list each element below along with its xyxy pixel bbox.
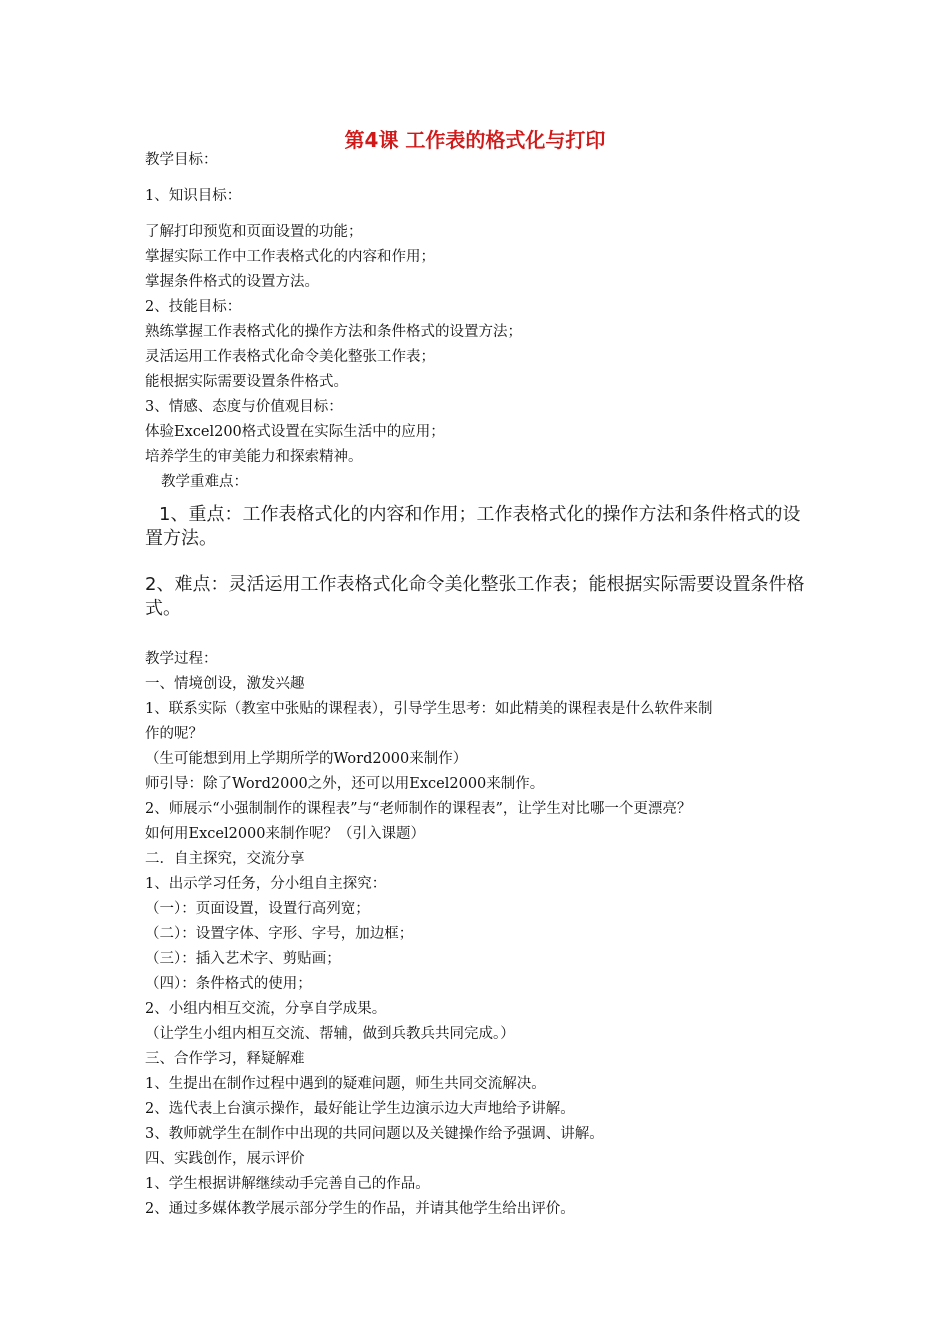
knowledge-item: 掌握条件格式的设置方法。: [145, 274, 319, 290]
process-line: 2、小组内相互交流，分享自学成果。: [145, 1001, 387, 1017]
key-point-text: 1、重点：工作表格式化的内容和作用；工作表格式化的操作方法和条件格式的设置方法。: [145, 504, 801, 549]
process-line: （生可能想到用上学期所学的Word2000来制作）: [145, 751, 468, 767]
process-line: 1、学生根据讲解继续动手完善自己的作品。: [145, 1176, 430, 1192]
difficult-point-text: 2、难点：灵活运用工作表格式化命令美化整张工作表；能根据实际需要设置条件格式。: [145, 574, 805, 619]
process-line: 1、生提出在制作过程中遇到的疑难问题，师生共同交流解决。: [145, 1076, 546, 1092]
skill-item: 熟练掌握工作表格式化的操作方法和条件格式的设置方法；: [145, 324, 522, 340]
process-line: （四）：条件格式的使用；: [145, 976, 312, 992]
emotion-item: 培养学生的审美能力和探索精神。: [145, 449, 363, 465]
process-line: 如何用Excel2000来制作呢？（引入课题）: [145, 826, 426, 842]
process-line: 三、合作学习，释疑解难: [145, 1051, 305, 1067]
process-line: 2、通过多媒体教学展示部分学生的作品，并请其他学生给出评价。: [145, 1201, 575, 1217]
spacer: [145, 173, 815, 184]
objectives-heading: 教学目标：: [145, 152, 218, 168]
process-line: 1、联系实际（教室中张贴的课程表），引导学生思考：如此精美的课程表是什么软件来制: [145, 701, 713, 717]
process-line: 作的呢？: [145, 726, 203, 742]
process-line: 2、师展示“小强制制作的课程表”与“老师制作的课程表”，让学生对比哪一个更漂亮？: [145, 801, 692, 817]
process-line: 3、教师就学生在制作中出现的共同问题以及关键操作给予强调、讲解。: [145, 1126, 604, 1142]
process-line: （二）：设置字体、字形、字号，加边框；: [145, 926, 414, 942]
knowledge-item: 了解打印预览和页面设置的功能；: [145, 224, 363, 240]
emotion-item: 体验Excel200格式设置在实际生活中的应用；: [145, 424, 445, 440]
process-heading: 教学过程：: [145, 651, 218, 667]
emotion-heading: 3、情感、态度与价值观目标：: [145, 399, 343, 415]
knowledge-item: 掌握实际工作中工作表格式化的内容和作用；: [145, 249, 435, 265]
process-line: 四、实践创作，展示评价: [145, 1151, 305, 1167]
process-line: 2、选代表上台演示操作，最好能让学生边演示边大声地给予讲解。: [145, 1101, 575, 1117]
difficult-point: [145, 573, 805, 621]
process-line: （三）：插入艺术字、剪贴画；: [145, 951, 341, 967]
process-line: （一）：页面设置，设置行高列宽；: [145, 901, 370, 917]
key-point: [145, 503, 805, 551]
process-line: 二．自主探究，交流分享: [145, 851, 305, 867]
skill-item: 能根据实际需要设置条件格式。: [145, 374, 348, 390]
process-line: 1、出示学习任务，分小组自主探究：: [145, 876, 387, 892]
objectives-section: [145, 148, 815, 495]
process-section: [145, 647, 815, 1222]
skill-item: 灵活运用工作表格式化命令美化整张工作表；: [145, 349, 435, 365]
skill-heading: 2、技能目标：: [145, 299, 242, 315]
process-line: （让学生小组内相互交流、帮辅，做到兵教兵共同完成。）: [145, 1026, 515, 1042]
knowledge-heading: 1、知识目标：: [145, 188, 242, 204]
process-line: 师引导：除了Word2000之外，还可以用Excel2000来制作。: [145, 776, 545, 792]
spacer: [145, 209, 815, 220]
process-line: 一、情境创设，激发兴趣: [145, 676, 305, 692]
key-heading: 教学重难点：: [161, 474, 248, 490]
document-title: 第4课 工作表的格式化与打印: [344, 128, 606, 152]
